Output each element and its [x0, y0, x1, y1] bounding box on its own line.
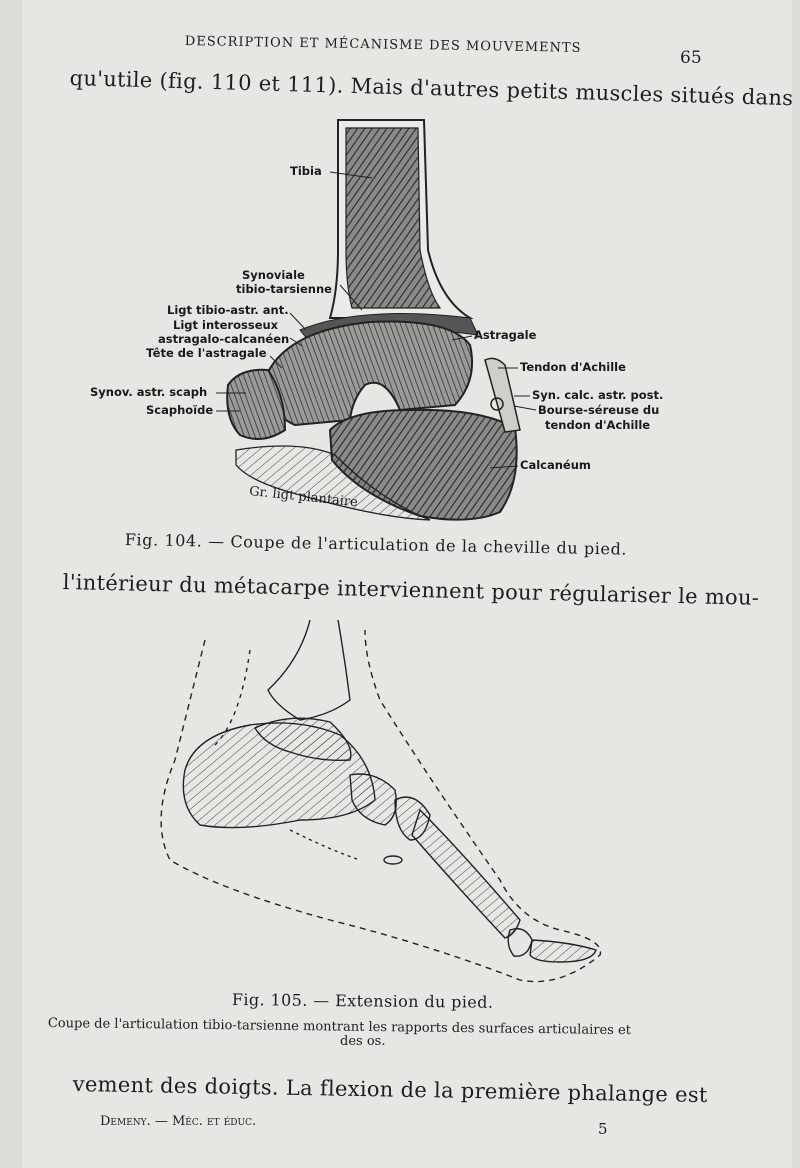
- label-calcaneum: Calcanéum: [520, 458, 591, 472]
- label-synoviale: Synoviale: [242, 268, 305, 282]
- label-tendon-achille: Tendon d'Achille: [520, 360, 626, 374]
- label-lig-tibio: Ligt tibio-astr. ant.: [167, 303, 289, 317]
- page-number: 65: [680, 48, 702, 68]
- label-lig-interosseux-2: astragalo-calcanéen: [158, 332, 290, 346]
- footer-author: Demeny. — Méc. et éduc.: [100, 1114, 257, 1129]
- label-astragale: Astragale: [474, 328, 537, 342]
- label-lig-interosseux: Ligt interosseux: [173, 318, 279, 332]
- label-scaphoide: Scaphoïde: [146, 403, 214, 417]
- label-tete-astragale: Tête de l'astragale: [146, 346, 267, 360]
- label-bourse-2: tendon d'Achille: [545, 418, 651, 432]
- figure-105-subcaption-2: des os.: [340, 1034, 386, 1049]
- label-synoviale-2: tibio-tarsienne: [236, 282, 332, 296]
- label-bourse: Bourse-séreuse du: [538, 403, 660, 417]
- body-text-line: qu'utile (fig. 110 et 111). Mais d'autres petits muscles situés dans: [69, 66, 794, 111]
- body-text-line: l'intérieur du métacarpe interviennent pour régulariser le mou-: [62, 570, 760, 610]
- label-lig-plantaire: Gr. ligt plantaire: [248, 484, 359, 511]
- label-synov-scaph: Synov. astr. scaph: [90, 385, 208, 399]
- running-header: DESCRIPTION ET MÉCANISME DES MOUVEMENTS: [184, 34, 582, 56]
- body-text-line: vement des doigts. La flexion de la première phalange est: [72, 1072, 708, 1108]
- figure-105-caption: Fig. 105. — Extension du pied.: [231, 990, 494, 1012]
- footer-signature: 5: [598, 1120, 608, 1138]
- label-tibia: Tibia: [290, 164, 322, 178]
- label-syn-calc: Syn. calc. astr. post.: [532, 388, 664, 402]
- figure-104-caption: Fig. 104. — Coupe de l'articulation de la cheville du pied.: [124, 530, 628, 559]
- figure-105-subcaption: Coupe de l'articulation tibio-tarsienne montrant les rapports des surfaces articulaires et: [47, 1016, 632, 1039]
